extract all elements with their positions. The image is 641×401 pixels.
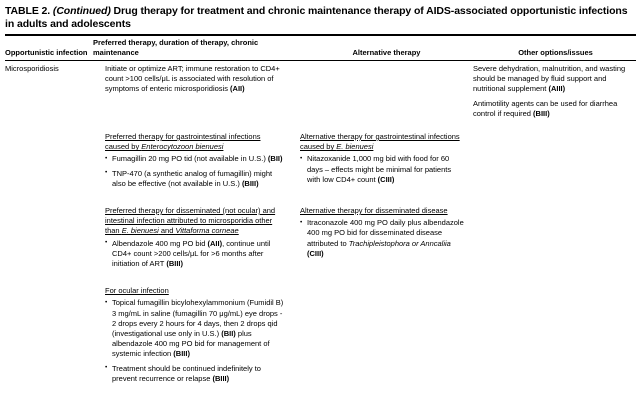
item-text-2: , continue until CD4+ count >200 cells/μL for >6 months after initiation of ART [112, 238, 271, 269]
item-text: Nitazoxanide 1,000 mg bid with food for 60 days – effects might be minimal for patients with low CD4+ count [307, 154, 452, 184]
species-e-bienuesi: E. bienuesi [336, 142, 374, 152]
rating-bii: (BII) [221, 329, 236, 339]
cell-alternative-gastro [300, 132, 473, 193]
alternative-disseminated-heading: Alternative therapy for disseminated disease [300, 206, 448, 216]
rating-biii: (BIII) [533, 108, 550, 118]
infection-name: Microsporidiosis [5, 64, 59, 73]
bullet-marker: • [300, 154, 303, 162]
heading-text: Preferred therapy for gastrointestinal infections caused by [105, 132, 261, 152]
rating-aii: (AII) [207, 238, 223, 248]
heading-text-and: and [158, 226, 176, 236]
cell-other-options [473, 64, 638, 123]
other-text-2: Antimotility agents can be used for diarrhea control if required [473, 98, 618, 118]
item-text: Topical fumagillin bicylohexylammonium (Fumidil B) 3 mg/mL in saline (fumagillin 70 μg/mL) eye drops - 2 drops every 2 hours for 4 days, then 2 drops qid (investigational use only in U.S.) [112, 298, 284, 339]
preferred-disseminated-heading [105, 206, 286, 237]
list-item-albendazole [105, 239, 286, 270]
species-e-bienuesi: E. bienuesi [121, 226, 159, 236]
bullet-marker: • [105, 154, 108, 162]
bullet-marker: • [105, 169, 108, 177]
item-text-2: plus albendazole 400 mg PO bid for management of systemic infection [112, 329, 270, 359]
rating-bii: (BII) [267, 154, 283, 164]
table-body [0, 61, 641, 388]
cell-preferred-ocular [93, 286, 300, 388]
species-enterocytozoon: Enterocytozoon bienuesi [141, 142, 224, 152]
other-paragraph-dehydration [473, 64, 636, 95]
item-text: TNP-470 (a synthetic analog of fumagillin) might also be effective (not available in U.S.) [112, 168, 273, 188]
list-item-topical-fumagillin [105, 298, 286, 359]
species-vittaforma: Vittaforma corneae [175, 226, 239, 236]
cell-preferred-disseminated [93, 206, 303, 273]
item-text: Treatment should be continued indefinitely to prevent recurrence or relapse [112, 363, 261, 383]
alternative-gastro-heading [300, 132, 465, 152]
cell-preferred-gastro [93, 132, 303, 193]
rating-biii: (BIII) [212, 373, 230, 383]
item-text: Itraconazole 400 mg PO daily plus albendazole 400 mg PO bid for disseminated disease attributed to [307, 218, 464, 248]
item-text: Albendazole 400 mg PO bid [112, 238, 208, 248]
rating-biii: (BIII) [166, 259, 184, 269]
table-title-rest: Drug therapy for treatment and chronic maintenance therapy of AIDS-associated opportunistic infections in adults and adolescents [5, 5, 628, 30]
rating-ciii: (CIII) [307, 248, 324, 258]
list-item-treatment-indefinite [105, 364, 286, 384]
other-text-1: Severe dehydration, malnutrition, and wasting should be managed by fluid support and nutritional supplement [473, 64, 626, 94]
list-item-fumagillin [105, 154, 286, 164]
ocular-heading: For ocular infection [105, 286, 169, 296]
rating-biii: (BIII) [241, 178, 259, 188]
item-text: Fumagillin 20 mg PO tid (not available in U.S.) [112, 154, 268, 164]
rating-aiii: (AIII) [548, 84, 566, 94]
column-header-opportunistic-infection: Opportunistic infection [5, 47, 88, 57]
preferred-intro-paragraph [105, 64, 286, 95]
heading-text: Alternative therapy for gastrointestinal infections caused by [300, 132, 460, 152]
cell-opportunistic-infection [5, 64, 93, 123]
table-title-continued: (Continued) [52, 5, 111, 17]
cell-alternative-disseminated [300, 206, 473, 273]
other-paragraph-antimotility [473, 99, 636, 119]
rating-ciii: (CIII) [377, 174, 395, 184]
species-trachipleistophora: Trachipleistophora or Anncaliia [348, 238, 451, 248]
cell-preferred-intro [93, 64, 300, 123]
list-item-nitazoxanide [300, 154, 465, 185]
intro-text: Initiate or optimize ART; immune restoration to CD4+ count >100 cells/μL is associated with resolution of symptoms of enteric microsporidiosis [105, 64, 280, 94]
column-header-other-options: Other options/issues [518, 47, 593, 57]
bullet-marker: • [105, 298, 108, 306]
rating-aii: (AII) [230, 84, 245, 94]
rating-biii: (BIII) [173, 349, 190, 359]
preferred-gastro-heading [105, 132, 286, 152]
table-title-prefix: TABLE 2. [5, 5, 53, 17]
column-header-alternative-therapy: Alternative therapy [352, 47, 421, 57]
column-header-preferred-therapy: Preferred therapy, duration of therapy, chronic maintenance [93, 38, 259, 57]
bullet-marker: • [300, 218, 303, 226]
bullet-marker: • [105, 239, 108, 247]
list-item-itraconazole [300, 218, 465, 259]
bullet-marker: • [105, 364, 108, 372]
heading-text: Preferred therapy for disseminated (not ocular) and intestinal infection attributed to microsporidia other than [105, 206, 276, 236]
table-title [0, 0, 641, 31]
list-item-tnp470 [105, 169, 286, 189]
table-header-row [0, 36, 641, 60]
